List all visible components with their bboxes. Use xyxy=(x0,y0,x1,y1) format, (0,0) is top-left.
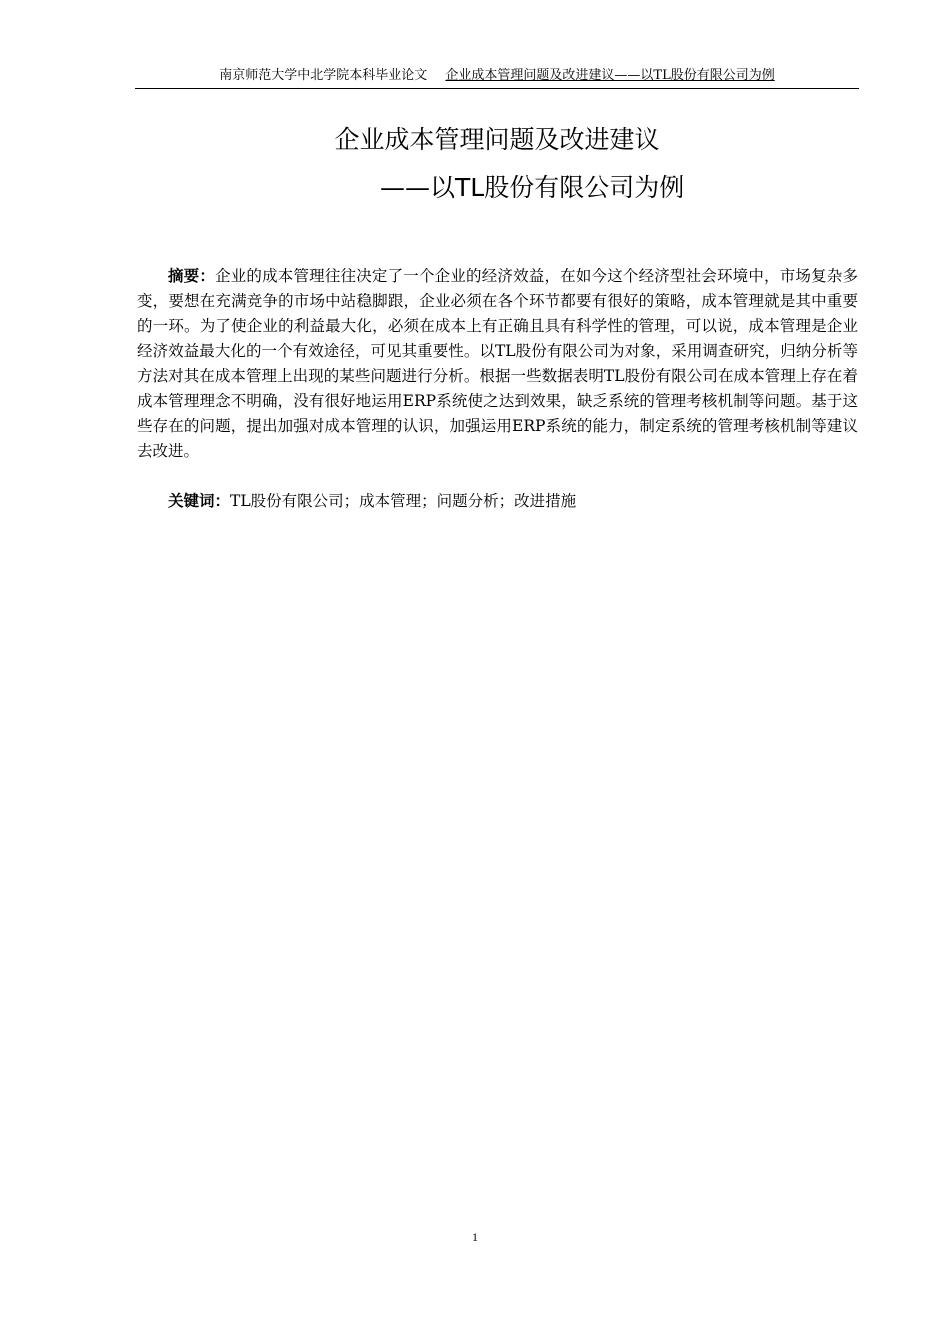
page-number: 1 xyxy=(472,1230,478,1244)
header-thesis-title: 企业成本管理问题及改进建议——以TL股份有限公司为例 xyxy=(445,68,775,83)
paper-subtitle: ——以TL股份有限公司为例 xyxy=(380,173,685,202)
abstract-paragraph xyxy=(137,264,858,464)
running-header xyxy=(135,66,859,89)
header-school-name: 南京师范大学中北学院本科毕业论文 xyxy=(219,68,428,83)
paper-title: 企业成本管理问题及改进建议 xyxy=(334,125,660,154)
keywords-text: TL股份有限公司；成本管理；问题分析；改进措施 xyxy=(230,492,577,510)
abstract-text: 企业的成本管理往往决定了一个企业的经济效益，在如今这个经济型社会环境中，市场复杂多变，要想在充满竞争的市场中站稳脚跟，企业必须在各个环节都要有很好的策略，成本管理就是其中重要的一环。为了使企业的利益最大化，必须在成本上有正确且具有科学性的管理，可以说，成本管理是企业经济效益最大化的一个有效途径，可见其重要性。以TL股份有限公司为对象，采用调查研究，归纳分析等方法对其在成本管理上出现的某些问题进行分析。根据一些数据表明TL股份有限公司在成本管理上存在着成本管理理念不明确，没有很好地运用ERP系统使之达到效果，缺乏系统的管理考核机制等问题。基于这些存在的问题，提出加强对成本管理的认识，加强运用ERP系统的能力，制定系统的管理考核机制等建议去改进。 xyxy=(137,267,858,460)
keywords-label: 关键词： xyxy=(168,492,231,510)
abstract-label: 摘要： xyxy=(168,267,216,285)
title-block xyxy=(135,122,859,210)
keywords-paragraph xyxy=(137,489,858,514)
